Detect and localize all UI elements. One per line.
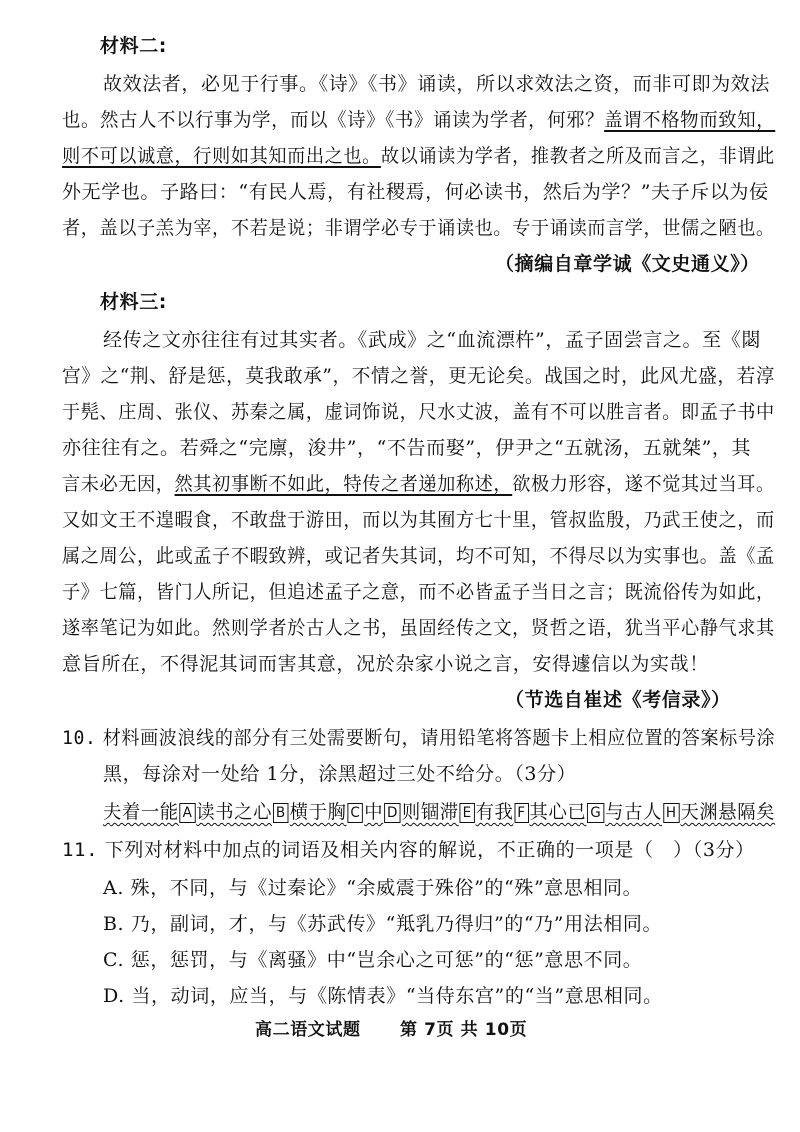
- material2-underline-a: 盖谓不格物而致知，: [604, 109, 776, 131]
- material3-line-8: 子》七篇，皆门人所记，但追述孟子之意，而不必皆孟子当日之言；既流俗传为如此，: [62, 581, 775, 603]
- footer-page: 第 7页 共 10页: [400, 1020, 528, 1040]
- option-b[interactable]: B. 乃，副词，才，与《苏武传》“羝乳乃得归”的“乃”用法相同。: [103, 913, 663, 935]
- material2-line-4: 外无学也。子路曰：“有民人焉，有社稷焉，何必读书，然后为学？”夫子斥以为佞: [62, 181, 769, 203]
- answer-box-b[interactable]: B: [273, 803, 289, 823]
- answer-box-a[interactable]: A: [180, 803, 196, 823]
- sentence-segment: 则锢滞: [401, 801, 459, 823]
- question-11-stem: [62, 838, 755, 862]
- material3-underline: 然其初事断不如此，特传之者递加称述，: [174, 473, 513, 495]
- material3-line-5-text-a: 言未必无因，: [62, 473, 175, 495]
- material2-line-3-text: 故以诵读为学者，推教者之所及而言之，非谓此: [380, 145, 775, 167]
- material3-line-5-text-b: 欲极力形容，遂不觉其过当耳。: [512, 473, 775, 495]
- material3-line-5: [62, 472, 775, 496]
- material2-line-2: [62, 108, 775, 132]
- sentence-segment: 中: [364, 801, 384, 823]
- material2-line-3: [62, 144, 775, 168]
- material2-line-2-text: 也。然古人不以行事为学，而以《诗》《书》诵读为学者，何邪？: [62, 109, 605, 131]
- answer-box-d[interactable]: D: [384, 803, 401, 823]
- sentence-segment: 横于胸: [289, 801, 347, 823]
- material2-heading: 材料二:: [100, 35, 167, 57]
- question-10-line-1: [62, 726, 775, 750]
- material3-heading: 材料三:: [100, 291, 167, 313]
- material3-line-9: 遂率笔记为如此。然则学者於古人之书，虽固经传之文，贤哲之语，犹当平心静气求其: [62, 617, 775, 639]
- material3-line-2: 宫》之“荆、舒是惩，莫我敢承”，不情之誉，更无论矣。战国之时，此风尤盛，若淳: [62, 365, 776, 387]
- option-d[interactable]: D. 当，动词，应当，与《陈情表》“当侍东宫”的“当”意思相同。: [103, 985, 663, 1007]
- material2-underline-b: 则不可以诚意，行则如其知而出之也。: [62, 145, 381, 167]
- sentence-segment: 其心已: [529, 801, 587, 823]
- sentence-segment: 夫着一能: [103, 801, 179, 823]
- question-10-text-1: 材料画波浪线的部分有三处需要断句，请用铅笔将答题卡上相应位置的答案标号涂: [102, 727, 776, 749]
- question-11-text: 下列对材料中加点的词语及相关内容的解说，不正确的一项是（ ）（3分）: [104, 839, 755, 861]
- answer-box-f[interactable]: F: [514, 803, 528, 823]
- material3-line-1: 经传之文亦往往有过其实者。《武成》之“血流漂杵”，孟子固尝言之。至《閟: [103, 329, 761, 351]
- question-10-sentence: [103, 800, 775, 824]
- sentence-segment: 读书之心: [196, 801, 273, 823]
- answer-box-c[interactable]: C: [347, 803, 363, 823]
- footer-subject: 高二语文试题: [255, 1020, 361, 1040]
- material3-line-7: 属之周公，此或孟子不暇致辨，或记者失其词，均不可知，不得尽以为实事也。盖《孟: [62, 545, 775, 567]
- material2-line-1: 故效法者，必见于行事。《诗》《书》诵读，所以求效法之资，而非可即为效法: [103, 73, 771, 95]
- answer-box-e[interactable]: E: [460, 803, 475, 823]
- material3-source: （节选自崔述《考信录》）: [505, 689, 731, 711]
- material3-line-4: 亦往往有之。若舜之“完廪，浚井”，“不告而娶”，伊尹之“五就汤，五就桀”，其: [62, 437, 752, 459]
- sentence-segment: 天渊悬隔矣: [680, 801, 776, 823]
- material2-source: （摘编自章学诚《文史通义》）: [495, 253, 760, 275]
- option-c[interactable]: C. 惩，惩罚，与《离骚》中“岂余心之可惩”的“惩”意思不同。: [103, 949, 643, 971]
- material2-line-5: 者，盖以子羔为宰，不若是说；非谓学必专于诵读也。专于诵读而言学，世儒之陋也。: [62, 217, 775, 239]
- answer-box-g[interactable]: G: [587, 803, 604, 823]
- material3-line-6: 又如文王不遑暇食，不敢盘于游田，而以为其囿方七十里，管叔监殷，乃武王使之，而: [62, 509, 775, 531]
- answer-box-h[interactable]: H: [663, 803, 680, 823]
- question-10-line-2: 黑，每涂对一处给 1分，涂黑超过三处不给分。（3分）: [103, 763, 577, 785]
- sentence-segment: 有我: [475, 801, 514, 823]
- material3-line-10: 意旨所在，不得泥其词而害其意，况於杂家小说之言，安得遽信以为实哉！: [62, 653, 709, 675]
- question-10-number: 10.: [62, 727, 97, 749]
- question-11-number: 11.: [62, 839, 99, 861]
- sentence-segment: 与古人: [605, 801, 662, 823]
- option-a[interactable]: A. 殊，不同，与《过秦论》“余威震于殊俗”的“殊”意思相同。: [103, 877, 643, 899]
- material3-line-3: 于髡、庄周、张仪、苏秦之属，虚词饰说，尺水丈波，盖有不可以胜言者。即孟子书中: [62, 401, 775, 423]
